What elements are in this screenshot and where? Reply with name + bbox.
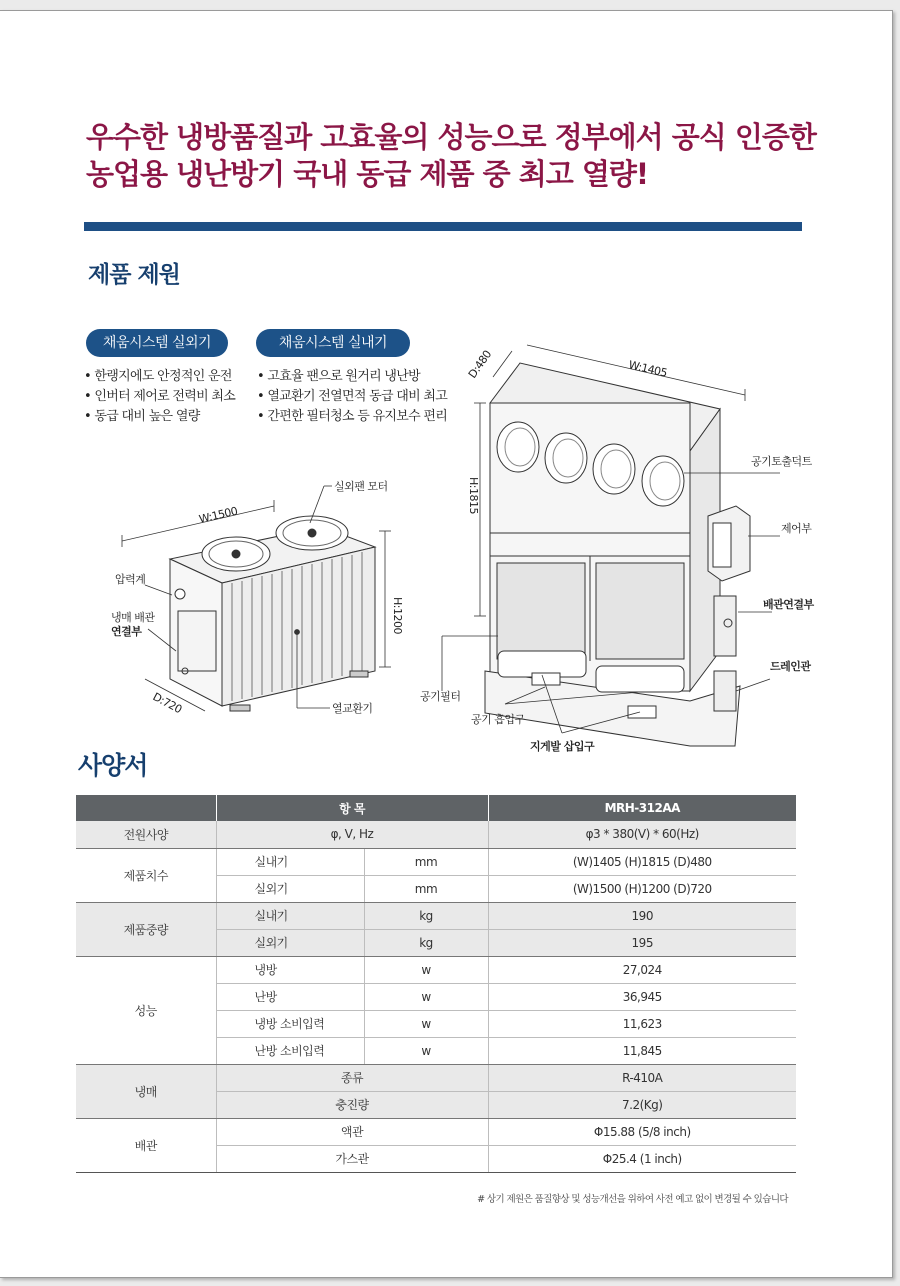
sub-cell: 실외기	[216, 929, 364, 956]
value-cell: 190	[488, 902, 796, 929]
indoor-unit-illustration	[485, 363, 750, 746]
footnote: # 상기 제원은 품질향상 및 성능개선을 위하여 사전 예고 없이 변경될 수 있습니다	[477, 1194, 788, 1205]
value-cell: φ3 * 380(V) * 60(Hz)	[488, 821, 796, 848]
fan-motor-label: 실외팬 모터	[334, 480, 388, 493]
value-cell: Φ25.4 (1 inch)	[488, 1145, 796, 1172]
table-row	[76, 848, 796, 875]
forklift-slot-label: 지게발 삽입구	[530, 740, 595, 753]
value-cell: 7.2(Kg)	[488, 1091, 796, 1118]
heat-exchanger-label: 열교환기	[332, 702, 373, 715]
outdoor-width-label: W:1500	[197, 504, 239, 526]
sub-cell: 실내기	[216, 848, 364, 875]
sub-cell: 난방	[216, 983, 364, 1010]
value-cell: (W)1500 (H)1200 (D)720	[488, 875, 796, 902]
refrigerant-pipe-label-1: 냉매 배관	[111, 611, 155, 624]
value-cell: (W)1405 (H)1815 (D)480	[488, 848, 796, 875]
unit-cell: mm	[364, 875, 488, 902]
value-cell: 11,845	[488, 1037, 796, 1064]
unit-cell: w	[364, 956, 488, 983]
value-cell: R-410A	[488, 1064, 796, 1091]
unit-cell: w	[364, 1037, 488, 1064]
sub-cell: 충진량	[216, 1091, 488, 1118]
headline-line-2: 농업용 냉난방기 국내 동급 제품 중 최고 열량!	[86, 157, 649, 191]
value-cell: 195	[488, 929, 796, 956]
header-model: MRH-312AA	[488, 795, 796, 821]
indoor-width-label: W:1405	[627, 358, 669, 380]
row-label: 제품중량	[76, 902, 216, 956]
value-cell: 11,623	[488, 1010, 796, 1037]
sub-cell: 냉방	[216, 956, 364, 983]
sub-cell: 액관	[216, 1118, 488, 1145]
unit-cell: kg	[364, 902, 488, 929]
value-cell: 36,945	[488, 983, 796, 1010]
sub-cell: 냉방 소비입력	[216, 1010, 364, 1037]
headline-line-1: 우수한 냉방품질과 고효율의 성능으로 정부에서 공식 인증한	[86, 120, 816, 154]
product-diagram	[0, 311, 893, 761]
outdoor-unit-illustration	[170, 516, 375, 711]
list-item: • 한랭지에도 안정적인 운전	[84, 367, 235, 387]
divider-bar	[84, 222, 802, 231]
sub-cell: 가스관	[216, 1145, 488, 1172]
list-item: • 인버터 제어로 전력비 최소	[84, 387, 235, 407]
indoor-height-label: H:1815	[467, 477, 480, 514]
air-duct-label: 공기토출덕트	[751, 455, 812, 468]
list-item: • 동급 대비 높은 열량	[84, 407, 235, 427]
header-cell	[76, 795, 216, 821]
table-row	[76, 1118, 796, 1145]
row-label: 성능	[76, 956, 216, 1064]
sub-cell: 난방 소비입력	[216, 1037, 364, 1064]
air-intake-label: 공기 흡입구	[471, 713, 525, 726]
table-row	[76, 956, 796, 983]
sub-cell: 실외기	[216, 875, 364, 902]
value-cell: 27,024	[488, 956, 796, 983]
table-row	[76, 902, 796, 929]
outdoor-depth-label: D:720	[150, 690, 184, 717]
air-filter-label: 공기필터	[420, 690, 461, 703]
unit-cell: w	[364, 983, 488, 1010]
headline	[86, 119, 846, 193]
value-cell: Φ15.88 (5/8 inch)	[488, 1118, 796, 1145]
indoor-depth-label: D:480	[465, 348, 495, 381]
table-row	[76, 1064, 796, 1091]
list-item: • 고효율 팬으로 원거리 냉난방	[257, 367, 447, 387]
row-label: 제품치수	[76, 848, 216, 902]
indoor-unit-pill: 채움시스템 실내기	[256, 329, 410, 357]
pipe-connection-label: 배관연결부	[763, 598, 814, 611]
product-spec-title: 제품 제원	[88, 262, 180, 288]
table-header-row	[76, 795, 796, 821]
row-label: 배관	[76, 1118, 216, 1172]
row-label: 냉매	[76, 1064, 216, 1118]
pressure-gauge-label: 압력계	[115, 573, 146, 586]
unit-cell: kg	[364, 929, 488, 956]
table-row	[76, 821, 796, 848]
spec-table	[76, 795, 796, 1173]
sub-cell: 실내기	[216, 902, 364, 929]
sub-cell: 종류	[216, 1064, 488, 1091]
unit-cell: w	[364, 1010, 488, 1037]
refrigerant-pipe-label-2: 연결부	[111, 625, 142, 638]
header-item: 항 목	[216, 795, 488, 821]
spec-sheet-title: 사양서	[78, 751, 148, 780]
outdoor-height-label: H:1200	[391, 597, 404, 634]
spec-page	[0, 10, 893, 1278]
control-unit-label: 제어부	[781, 522, 812, 535]
unit-cell: φ, V, Hz	[216, 821, 488, 848]
unit-cell: mm	[364, 848, 488, 875]
list-item: • 간편한 필터청소 등 유지보수 편리	[257, 407, 447, 427]
drain-pipe-label: 드레인관	[770, 660, 811, 673]
row-label: 전원사양	[76, 821, 216, 848]
list-item: • 열교환기 전열면적 동급 대비 최고	[257, 387, 447, 407]
outdoor-unit-pill: 채움시스템 실외기	[86, 329, 228, 357]
